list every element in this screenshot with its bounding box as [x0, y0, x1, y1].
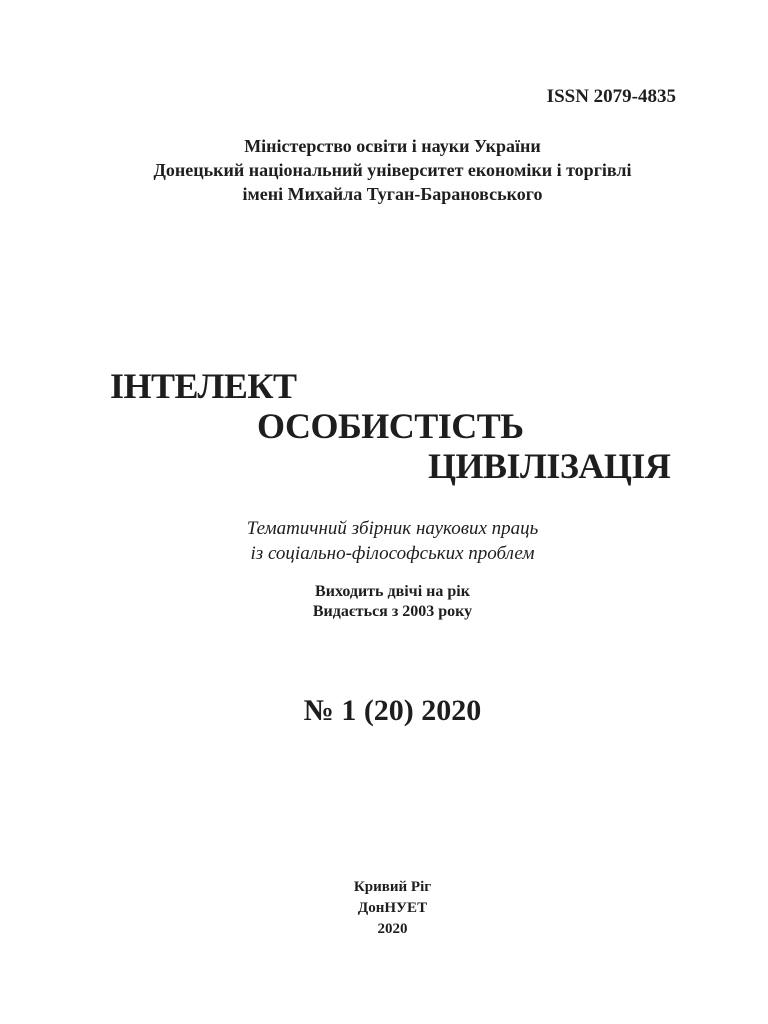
subtitle-line-2: із соціально-філософських проблем: [250, 543, 535, 564]
university-name: Донецький національний університет економіки і торгівлі: [153, 160, 632, 180]
imprint-block: [0, 877, 768, 940]
institution-block: [0, 134, 768, 206]
imprint-year: 2020: [377, 921, 408, 937]
publication-frequency: [0, 582, 768, 622]
issn-number: ISSN 2079-4835: [546, 86, 676, 107]
ministry-name: Міністерство освіти і науки України: [244, 136, 541, 156]
journal-title-word-2: ОСОБИСТІСТЬ: [257, 406, 524, 446]
imprint-city: Кривий Ріг: [353, 879, 432, 895]
university-namesake: імені Михайла Туган-Барановського: [242, 184, 543, 204]
issue-number: № 1 (20) 2020: [303, 694, 482, 727]
journal-title-word-1: ІНТЕЛЕКТ: [110, 366, 297, 406]
journal-subtitle: [0, 516, 768, 566]
founded-line: Видається з 2003 року: [312, 603, 473, 620]
journal-title-word-3: ЦИВІЛІЗАЦІЯ: [428, 446, 671, 486]
imprint-publisher: ДонНУЕТ: [357, 900, 428, 916]
frequency-line: Виходить двічі на рік: [315, 583, 470, 600]
subtitle-line-1: Тематичний збірник наукових праць: [246, 518, 539, 539]
